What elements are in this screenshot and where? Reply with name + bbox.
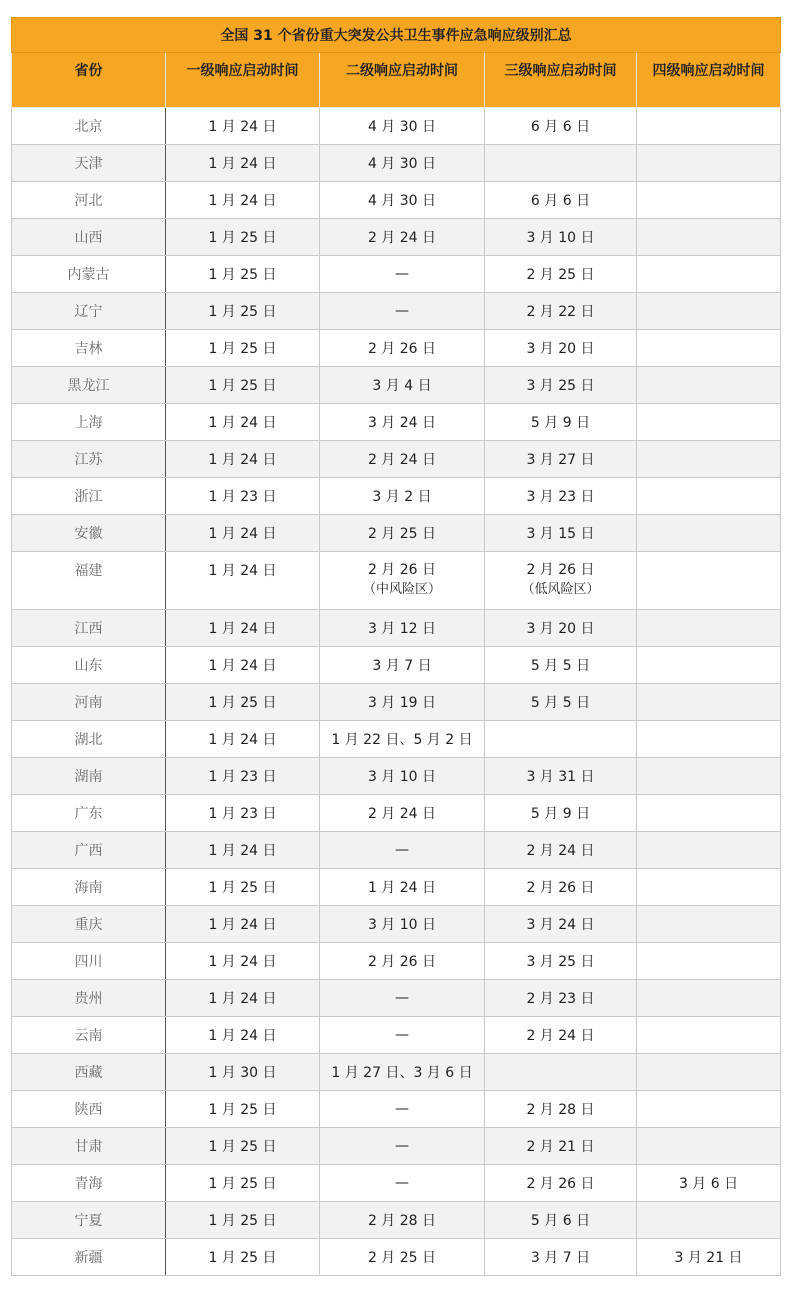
cell-level1: 1 月 23 日 (166, 795, 320, 832)
cell-level1: 1 月 24 日 (166, 108, 320, 145)
cell-level3: 2 月 23 日 (485, 980, 637, 1017)
table-row (12, 108, 781, 145)
cell-level4: 3 月 6 日 (637, 1165, 781, 1202)
cell-province: 青海 (12, 1165, 166, 1202)
cell-level4: 3 月 21 日 (637, 1239, 781, 1276)
cell-level2: 2 月 24 日 (320, 441, 485, 478)
cell-level3: 3 月 15 日 (485, 515, 637, 552)
cell-level1: 1 月 25 日 (166, 1239, 320, 1276)
cell-level3 (485, 721, 637, 758)
table-row (12, 367, 781, 404)
cell-level4 (637, 1128, 781, 1165)
cell-level2: 3 月 24 日 (320, 404, 485, 441)
table-row (12, 256, 781, 293)
cell-level3-note: （低风险区） (521, 582, 600, 597)
table-body (12, 108, 781, 1276)
cell-level4 (637, 1054, 781, 1091)
cell-level2: — (320, 832, 485, 869)
table-row (12, 182, 781, 219)
cell-level2: — (320, 256, 485, 293)
cell-level3: 5 月 9 日 (485, 795, 637, 832)
table-row (12, 1202, 781, 1239)
cell-level4 (637, 515, 781, 552)
table-row (12, 1128, 781, 1165)
cell-level4 (637, 647, 781, 684)
table-row (12, 980, 781, 1017)
cell-level2: 3 月 10 日 (320, 758, 485, 795)
cell-level1: 1 月 24 日 (166, 610, 320, 647)
cell-level4 (637, 758, 781, 795)
cell-level4 (637, 1091, 781, 1128)
cell-level1: 1 月 25 日 (166, 1128, 320, 1165)
cell-level2: 3 月 7 日 (320, 647, 485, 684)
table-row (12, 219, 781, 256)
cell-level3: 3 月 23 日 (485, 478, 637, 515)
cell-level1: 1 月 25 日 (166, 1202, 320, 1239)
cell-level1: 1 月 24 日 (166, 647, 320, 684)
cell-level1: 1 月 25 日 (166, 293, 320, 330)
cell-level2: — (320, 1128, 485, 1165)
cell-level4 (637, 404, 781, 441)
cell-level1: 1 月 24 日 (166, 441, 320, 478)
cell-level3: 5 月 9 日 (485, 404, 637, 441)
response-level-table (11, 17, 781, 1276)
cell-level1: 1 月 25 日 (166, 219, 320, 256)
cell-level3: 3 月 24 日 (485, 906, 637, 943)
cell-level4 (637, 610, 781, 647)
cell-level2: 1 月 24 日 (320, 869, 485, 906)
cell-level3: 6 月 6 日 (485, 108, 637, 145)
cell-level2: 3 月 12 日 (320, 610, 485, 647)
cell-level2: 3 月 4 日 (320, 367, 485, 404)
cell-province: 安徽 (12, 515, 166, 552)
table-row (12, 1017, 781, 1054)
header-level3: 三级响应启动时间 (485, 53, 637, 108)
table-row (12, 795, 781, 832)
table-row (12, 684, 781, 721)
cell-level3: 2 月 24 日 (485, 832, 637, 869)
cell-level3 (485, 1054, 637, 1091)
cell-province: 广西 (12, 832, 166, 869)
cell-level1: 1 月 24 日 (166, 943, 320, 980)
cell-province: 云南 (12, 1017, 166, 1054)
cell-province: 山西 (12, 219, 166, 256)
cell-level2: 3 月 19 日 (320, 684, 485, 721)
cell-level3 (485, 552, 637, 610)
table-row (12, 647, 781, 684)
cell-level1: 1 月 25 日 (166, 1165, 320, 1202)
cell-level2: 4 月 30 日 (320, 145, 485, 182)
cell-level1: 1 月 24 日 (166, 1017, 320, 1054)
cell-province: 四川 (12, 943, 166, 980)
cell-level2: — (320, 1091, 485, 1128)
table-row (12, 758, 781, 795)
cell-level2: 2 月 28 日 (320, 1202, 485, 1239)
table-row (12, 1054, 781, 1091)
cell-level1: 1 月 24 日 (166, 906, 320, 943)
cell-level4 (637, 478, 781, 515)
cell-level1: 1 月 23 日 (166, 478, 320, 515)
cell-level3 (485, 145, 637, 182)
cell-level3: 3 月 7 日 (485, 1239, 637, 1276)
cell-province: 浙江 (12, 478, 166, 515)
table-row (12, 832, 781, 869)
cell-province: 宁夏 (12, 1202, 166, 1239)
cell-province: 河北 (12, 182, 166, 219)
cell-level1: 1 月 23 日 (166, 758, 320, 795)
cell-level4 (637, 108, 781, 145)
cell-level1: 1 月 25 日 (166, 684, 320, 721)
cell-level4 (637, 832, 781, 869)
table-row (12, 1239, 781, 1276)
cell-level2: 2 月 24 日 (320, 795, 485, 832)
header-province: 省份 (12, 53, 166, 108)
table-row (12, 1165, 781, 1202)
cell-level3: 6 月 6 日 (485, 182, 637, 219)
cell-level2: 4 月 30 日 (320, 108, 485, 145)
table-row (12, 943, 781, 980)
table-row (12, 552, 781, 610)
table-title-row (12, 18, 781, 53)
cell-province: 天津 (12, 145, 166, 182)
table-row (12, 404, 781, 441)
cell-level1: 1 月 24 日 (166, 404, 320, 441)
cell-level1: 1 月 24 日 (166, 182, 320, 219)
cell-level3: 3 月 20 日 (485, 330, 637, 367)
cell-level4 (637, 330, 781, 367)
table-title: 全国 31 个省份重大突发公共卫生事件应急响应级别汇总 (12, 18, 781, 53)
cell-level4 (637, 552, 781, 610)
header-level4: 四级响应启动时间 (637, 53, 781, 108)
cell-level4 (637, 441, 781, 478)
cell-province: 内蒙古 (12, 256, 166, 293)
cell-level2-date: 2 月 26 日 (367, 562, 437, 578)
table-row (12, 145, 781, 182)
cell-level2: 3 月 2 日 (320, 478, 485, 515)
cell-level2: — (320, 1165, 485, 1202)
cell-level4 (637, 721, 781, 758)
cell-level4 (637, 256, 781, 293)
cell-level1: 1 月 24 日 (166, 980, 320, 1017)
cell-province: 黑龙江 (12, 367, 166, 404)
cell-level3: 2 月 28 日 (485, 1091, 637, 1128)
cell-level1: 1 月 30 日 (166, 1054, 320, 1091)
table-header-row (12, 53, 781, 108)
table-row (12, 906, 781, 943)
cell-level3: 2 月 26 日 (485, 869, 637, 906)
cell-province: 上海 (12, 404, 166, 441)
cell-level4 (637, 1017, 781, 1054)
cell-province: 陕西 (12, 1091, 166, 1128)
cell-level3: 3 月 20 日 (485, 610, 637, 647)
cell-province: 江苏 (12, 441, 166, 478)
cell-level2: 1 月 22 日、5 月 2 日 (320, 721, 485, 758)
cell-province: 江西 (12, 610, 166, 647)
table-row (12, 721, 781, 758)
cell-level2: — (320, 293, 485, 330)
table-row (12, 330, 781, 367)
cell-province: 重庆 (12, 906, 166, 943)
cell-province: 西藏 (12, 1054, 166, 1091)
cell-level2: 1 月 27 日、3 月 6 日 (320, 1054, 485, 1091)
cell-level4 (637, 943, 781, 980)
cell-level4 (637, 145, 781, 182)
cell-level2 (320, 552, 485, 610)
cell-province: 广东 (12, 795, 166, 832)
cell-province: 海南 (12, 869, 166, 906)
cell-level3-date: 2 月 26 日 (526, 562, 595, 578)
cell-level3: 3 月 10 日 (485, 219, 637, 256)
cell-level4 (637, 367, 781, 404)
cell-level2: — (320, 1017, 485, 1054)
table-row (12, 515, 781, 552)
cell-level3: 2 月 24 日 (485, 1017, 637, 1054)
cell-province: 辽宁 (12, 293, 166, 330)
cell-level1: 1 月 24 日 (166, 515, 320, 552)
cell-level1: 1 月 25 日 (166, 256, 320, 293)
cell-level2: 2 月 26 日 (320, 330, 485, 367)
cell-level1: 1 月 24 日 (166, 552, 320, 610)
table-row (12, 1091, 781, 1128)
cell-level1: 1 月 25 日 (166, 330, 320, 367)
cell-province: 湖北 (12, 721, 166, 758)
table-row (12, 441, 781, 478)
cell-level3: 3 月 27 日 (485, 441, 637, 478)
cell-level2: 2 月 25 日 (320, 515, 485, 552)
cell-level3: 2 月 26 日 (485, 1165, 637, 1202)
cell-level3: 3 月 31 日 (485, 758, 637, 795)
cell-level1: 1 月 24 日 (166, 721, 320, 758)
cell-level4 (637, 219, 781, 256)
cell-province: 甘肃 (12, 1128, 166, 1165)
cell-level1: 1 月 25 日 (166, 1091, 320, 1128)
cell-level1: 1 月 24 日 (166, 832, 320, 869)
cell-level4 (637, 906, 781, 943)
cell-level2: 2 月 25 日 (320, 1239, 485, 1276)
cell-level2: — (320, 980, 485, 1017)
cell-level3: 2 月 22 日 (485, 293, 637, 330)
cell-level1: 1 月 25 日 (166, 869, 320, 906)
cell-level4 (637, 795, 781, 832)
cell-level3: 3 月 25 日 (485, 367, 637, 404)
cell-province: 新疆 (12, 1239, 166, 1276)
header-level2: 二级响应启动时间 (320, 53, 485, 108)
cell-level4 (637, 182, 781, 219)
cell-level3: 5 月 5 日 (485, 684, 637, 721)
cell-level2: 4 月 30 日 (320, 182, 485, 219)
cell-level3: 5 月 6 日 (485, 1202, 637, 1239)
cell-level4 (637, 869, 781, 906)
cell-level2: 3 月 10 日 (320, 906, 485, 943)
cell-level4 (637, 1202, 781, 1239)
cell-level1: 1 月 24 日 (166, 145, 320, 182)
cell-level3: 2 月 25 日 (485, 256, 637, 293)
summary-table-container (11, 17, 780, 1276)
cell-level1: 1 月 25 日 (166, 367, 320, 404)
cell-level4 (637, 684, 781, 721)
cell-level3: 2 月 21 日 (485, 1128, 637, 1165)
cell-level3: 3 月 25 日 (485, 943, 637, 980)
table-row (12, 610, 781, 647)
cell-province: 贵州 (12, 980, 166, 1017)
cell-level3: 5 月 5 日 (485, 647, 637, 684)
table-row (12, 869, 781, 906)
header-level1: 一级响应启动时间 (166, 53, 320, 108)
cell-level4 (637, 980, 781, 1017)
cell-province: 北京 (12, 108, 166, 145)
table-row (12, 478, 781, 515)
cell-province: 河南 (12, 684, 166, 721)
cell-province: 山东 (12, 647, 166, 684)
cell-province: 吉林 (12, 330, 166, 367)
cell-level2: 2 月 24 日 (320, 219, 485, 256)
table-row (12, 293, 781, 330)
cell-province: 福建 (12, 552, 166, 610)
cell-level4 (637, 293, 781, 330)
cell-level2: 2 月 26 日 (320, 943, 485, 980)
cell-level2-note: （中风险区） (362, 582, 441, 597)
cell-province: 湖南 (12, 758, 166, 795)
